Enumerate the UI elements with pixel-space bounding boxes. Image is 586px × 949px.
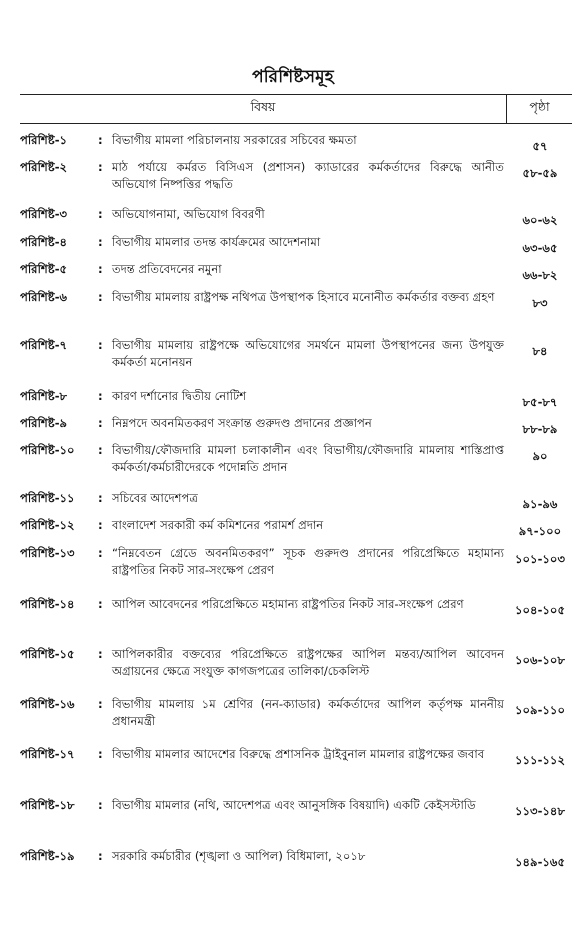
appendix-subject: বিভাগীয় মামলায় ১ম শ্রেণির (নন-ক্যাডার) কর্মকর্তাদের আপিল কর্তৃপক্ষ মাননীয় প্রধানমন্ত্রী: [112, 697, 504, 728]
appendix-page: ৯০: [532, 449, 548, 463]
appendix-label: পরিশিষ্ট-৪: [20, 235, 68, 249]
label-colon: :: [98, 160, 103, 174]
appendix-table: [20, 94, 572, 869]
appendix-label: পরিশিষ্ট-৭: [20, 338, 68, 352]
appendix-page: ৮৮-৮৯: [522, 422, 558, 436]
appendix-label: পরিশিষ্ট-১৩: [20, 546, 75, 560]
label-colon: :: [98, 262, 103, 276]
appendix-label: পরিশিষ্ট-১০: [20, 443, 75, 457]
appendix-label: পরিশিষ্ট-১৯: [20, 849, 75, 863]
appendix-page: ১৪৯-১৬৫: [515, 855, 565, 869]
label-colon: :: [98, 207, 103, 221]
label-colon: :: [98, 518, 103, 532]
appendix-label: পরিশিষ্ট-৩: [20, 207, 68, 221]
appendix-label: পরিশিষ্ট-৯: [20, 416, 68, 430]
appendix-label: পরিশিষ্ট-১৭: [20, 747, 75, 761]
appendix-subject: অভিযোগনামা, অভিযোগ বিবরণী: [112, 207, 265, 221]
label-colon: :: [98, 133, 103, 147]
label-colon: :: [98, 747, 103, 761]
appendix-label: পরিশিষ্ট-১৪: [20, 597, 75, 611]
appendix-subject: সচিবের আদেশপত্র: [112, 491, 198, 505]
appendix-page: ৮৩: [532, 296, 548, 310]
label-colon: :: [98, 697, 103, 711]
appendix-page: ৬০-৬২: [522, 213, 558, 227]
appendix-subject: সরকারি কর্মচারীর (শৃঙ্খলা ও আপিল) বিধিমালা, ২০১৮: [112, 849, 366, 863]
appendix-subject: বিভাগীয় মামলায় রাষ্ট্রপক্ষে অভিযোগের সমর্থনে মামলা উপস্থাপনের জন্য উপযুক্ত কর্মকর্তা মনোনয়ন: [112, 338, 504, 369]
appendix-subject: বিভাগীয় মামলার তদন্ত কার্যক্রমের আদেশনামা: [112, 235, 321, 249]
table-header: [20, 95, 572, 124]
appendix-subject: কারণ দর্শানোর দ্বিতীয় নোটিশ: [112, 389, 247, 403]
appendix-subject: আপিল আবেদনের পরিপ্রেক্ষিতে মহামান্য রাষ্ট্রপতির নিকট সার-সংক্ষেপ প্রেরণ: [112, 597, 464, 611]
appendix-label: পরিশিষ্ট-১২: [20, 518, 75, 532]
appendix-subject: বিভাগীয় মামলার (নথি, আদেশপত্র এবং আনুসঙ্গিক বিষয়াদি) একটি কেইসস্টাডি: [112, 798, 476, 812]
page-title: পরিশিষ্টসমূহ: [252, 67, 334, 87]
appendix-page: ৬৩-৬৫: [522, 241, 558, 255]
appendix-label: পরিশিষ্ট-২: [20, 160, 68, 174]
label-colon: :: [98, 849, 103, 863]
appendix-page: ৫৭: [532, 139, 548, 153]
appendix-subject: বিভাগীয়/ফৌজদারি মামলা চলাকালীন এবং বিভাগীয়/ফৌজদারি মামলায় শাস্তিপ্রাপ্ত কর্মকর্তা/কর্মচারীদেরকে পদোন্নতি প্রদান: [112, 443, 504, 474]
header-page: পৃষ্ঠা: [529, 99, 550, 114]
label-colon: :: [98, 290, 103, 304]
appendix-subject: বাংলাদেশ সরকারী কর্ম কমিশনের পরামর্শ প্রদান: [112, 518, 324, 532]
appendix-subject: নিম্নপদে অবনমিতকরণ সংক্রান্ত গুরুদণ্ড প্রদানের প্রজ্ঞাপন: [112, 416, 372, 430]
appendix-label: পরিশিষ্ট-৫: [20, 262, 68, 276]
appendix-page: ৬৬-৮২: [522, 268, 558, 282]
appendix-subject: “নিম্নবেতন গ্রেডে অবনমিতকরণ” সূচক গুরুদণ্ড প্রদানের পরিপ্রেক্ষিতে মহামান্য রাষ্ট্রপতির নিকট সার-সংক্ষেপ প্রেরণ: [112, 546, 504, 577]
label-colon: :: [98, 443, 103, 457]
appendix-page: ৯১-৯৬: [522, 497, 558, 511]
appendix-label: পরিশিষ্ট-১৮: [20, 798, 75, 812]
label-colon: :: [98, 491, 103, 505]
appendix-label: পরিশিষ্ট-১৫: [20, 647, 75, 661]
appendix-subject: বিভাগীয় মামলার আদেশের বিরুদ্ধে প্রশাসনিক ট্রাইবুনাল মামলার রাষ্ট্রপক্ষের জবাব: [112, 747, 485, 761]
label-colon: :: [98, 546, 103, 560]
label-colon: :: [98, 798, 103, 812]
appendix-page: ১০১-১০৩: [515, 552, 565, 566]
appendix-label: পরিশিষ্ট-১৬: [20, 697, 75, 711]
appendix-subject: তদন্ত প্রতিবেদনের নমুনা: [112, 262, 222, 276]
appendix-page: ৫৮-৫৯: [522, 166, 558, 180]
label-colon: :: [98, 235, 103, 249]
appendix-page: ১০৯-১১০: [515, 703, 565, 717]
header-subject: বিষয়: [250, 99, 276, 114]
appendix-label: পরিশিষ্ট-৮: [20, 389, 68, 403]
label-colon: :: [98, 389, 103, 403]
appendix-subject: বিভাগীয় মামলা পরিচালনায় সরকারের সচিবের ক্ষমতা: [112, 133, 357, 147]
label-colon: :: [98, 416, 103, 430]
appendix-page: ১০৬-১০৮: [515, 653, 565, 667]
label-colon: :: [98, 338, 103, 352]
label-colon: :: [98, 647, 103, 661]
label-colon: :: [98, 597, 103, 611]
appendix-subject: মাঠ পর্যায়ে কর্মরত বিসিএস (প্রশাসন) ক্যাডারের কর্মকর্তাদের বিরুদ্ধে আনীত অভিযোগ নিষ্পত্তির পদ্ধতি: [112, 160, 504, 191]
appendix-page: ৯৭-১০০: [518, 524, 562, 538]
appendix-subject: বিভাগীয় মামলায় রাষ্ট্রপক্ষ নথিপত্র উপস্থাপক হিসাবে মনোনীত কর্মকর্তার বক্তব্য গ্রহণ: [112, 290, 495, 304]
appendix-page: ১০৪-১০৫: [515, 603, 565, 617]
appendix-page: ১১৩-১৪৮: [515, 804, 565, 818]
appendix-label: পরিশিষ্ট-৬: [20, 290, 68, 304]
appendix-page: ৮৫-৮৭: [522, 395, 558, 409]
appendix-page: ৮৪: [532, 344, 548, 358]
appendix-page: ১১১-১১২: [515, 753, 565, 767]
appendix-label: পরিশিষ্ট-১১: [20, 491, 75, 505]
appendix-subject: আপিলকারীর বক্তব্যের পরিপ্রেক্ষিতে রাষ্ট্রপক্ষের আপিল মন্তব্য/আপিল আবেদন অগ্রায়নের ক্ষেত্রে সংযুক্ত কাগজপত্রের তালিকা/চেকলিস্ট: [112, 647, 504, 678]
appendix-label: পরিশিষ্ট-১: [20, 133, 68, 147]
